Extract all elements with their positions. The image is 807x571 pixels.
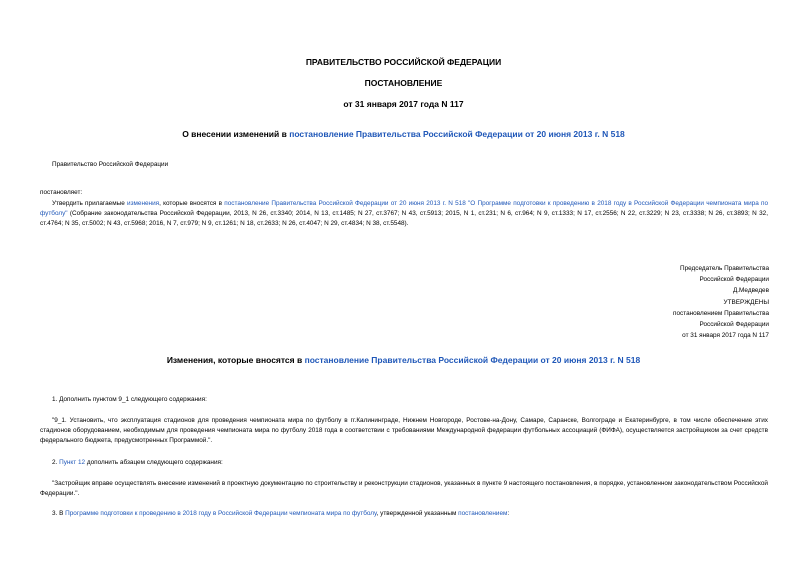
- item-3-end: :: [507, 510, 510, 517]
- item-2-quote: "Застройщик вправе осуществлять внесение изменений в проектную документацию по строительству и реконструкции стадионов, указанных в пункте 9 настоящего постановления, в порядке, установленном законодательством Российской Федерации.".: [40, 480, 768, 497]
- preamble-subject: Правительство Российской Федерации: [52, 161, 169, 168]
- item-2-text: дополнить абзацем следующего содержания:: [85, 459, 223, 466]
- document-type-heading: ПОСТАНОВЛЕНИЕ: [364, 78, 443, 88]
- signature-line: УТВЕРЖДЕНЫ: [723, 298, 769, 306]
- item-3-number: 3. В: [52, 510, 66, 517]
- resolution-paragraph: [40, 199, 768, 229]
- clause-12-link[interactable]: Пункт 12: [59, 459, 86, 466]
- changes-title-decree-link[interactable]: постановление Правительства Российской Федерации от 20 июня 2013 г. N 518: [304, 355, 641, 365]
- signature-line: постановлением Правительства: [673, 309, 769, 317]
- signature-line: Российской Федерации: [699, 276, 769, 284]
- changes-title: [0, 355, 807, 365]
- item-3-text: , утвержденной указанным: [376, 510, 459, 517]
- government-heading: ПРАВИТЕЛЬСТВО РОССИЙСКОЙ ФЕДЕРАЦИИ: [305, 57, 502, 67]
- signature-block: [673, 263, 769, 341]
- resolution-text-3: (Собрание законодательства Российской Федерации, 2013, N 26, ст.3340; 2014, N 13, ст.1485; N 27, ст.3767; N 43, ст.5913; 2015, N 1, ст.231; N 6, ст.964; N 9, ст.1333; N 17, ст.2556; N 22, ст.3229; N 23, ст.3338; N 26, ст.3893; N 32, ст.4764; N 35, ст.5002; N 43, ст.5968; 2016, N 7, ст.979; N 9, ст.1261; N 18, ст.2633; N 26, ст.4047; N 29, ст.4834; N 38, ст.5548).: [40, 210, 768, 227]
- changes-title-prefix: Изменения, которые вносятся в: [166, 355, 305, 365]
- item-2: [52, 458, 223, 468]
- item-2-number: 2.: [52, 459, 60, 466]
- program-link[interactable]: Программе подготовки к проведению в 2018 году в Российской Федерации чемпионата мира по футболу: [65, 510, 377, 517]
- document-title-prefix: О внесении изменений в: [182, 129, 290, 139]
- signature-line: от 31 января 2017 года N 117: [682, 332, 769, 340]
- item-1-quote: "9_1. Установить, что эксплуатация стадионов для проведения чемпионата мира по футболу в гг.Калининграде, Нижнем Новгороде, Ростове-на-Дону, Самаре, Саранске, Волгограде и Екатеринбурге, в том числе обеспечение этих стадионов оборудованием, необходимым для проведения чемпионата мира по футболу 2018 года в соответствии с требованиями Международной федерации футбольных ассоциаций (ФИФА), осуществляется застройщиком за счет средств федерального бюджета, предусмотренных Программой.".: [40, 417, 768, 444]
- preamble-resolves: постановляет:: [40, 189, 83, 196]
- item-1: 1. Дополнить пунктом 9_1 следующего содержания:: [52, 396, 207, 403]
- resolution-link[interactable]: постановлением: [458, 510, 508, 517]
- title-decree-link[interactable]: постановление Правительства Российской Федерации от 20 июня 2013 г. N 518: [289, 129, 625, 139]
- signature-line: Председатель Правительства: [680, 265, 769, 272]
- item-3: [52, 509, 509, 519]
- decree-518-link[interactable]: постановление Правительства Российской Федерации от 20 июня 2013 г. N 518 "О Программе подготовки к проведению в 2018 году в Российской Федерации чемпионата мира по футболу": [40, 200, 768, 217]
- document-title: [0, 129, 807, 139]
- resolution-text-2: , которые вносятся в: [159, 200, 225, 207]
- changes-link[interactable]: изменения: [127, 200, 160, 207]
- document-date: от 31 января 2017 года N 117: [343, 99, 464, 109]
- resolution-text-1: Утвердить прилагаемые: [52, 200, 128, 207]
- signature-line: Российской Федерации: [699, 321, 769, 329]
- signature-line: Д.Медведев: [732, 287, 769, 295]
